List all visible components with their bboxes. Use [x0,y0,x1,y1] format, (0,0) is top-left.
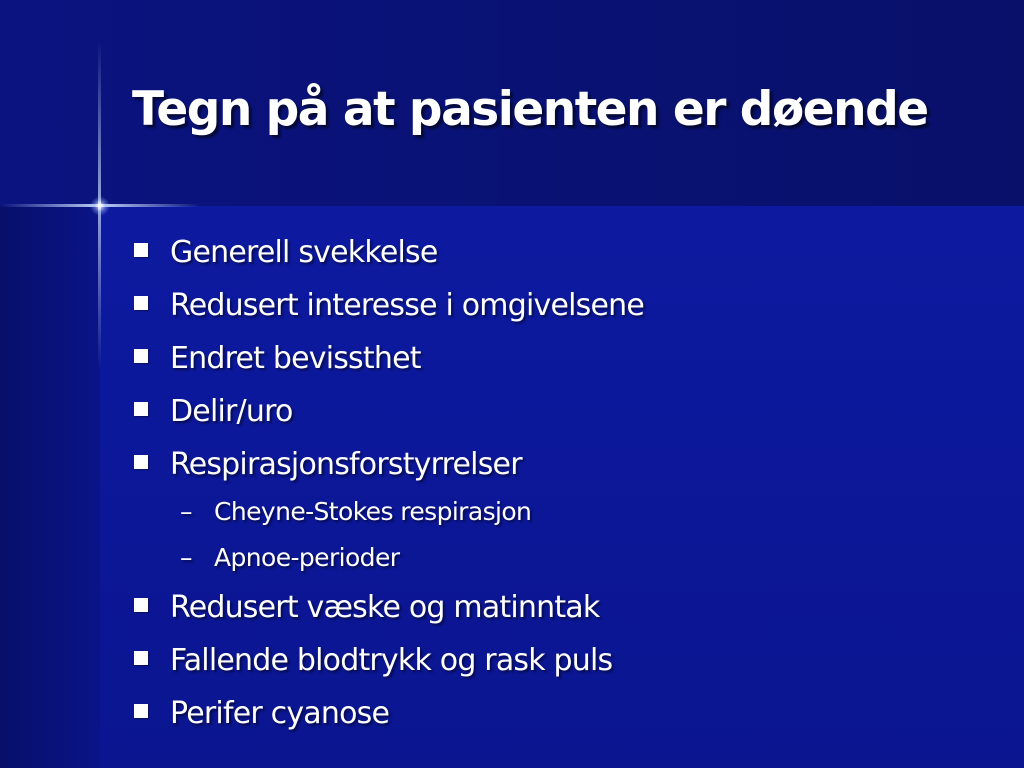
square-bullet-icon [134,402,148,416]
square-bullet-icon [134,243,148,257]
sub-bullet-item [132,535,1012,581]
dash-bullet-icon: – [180,543,192,572]
square-bullet-icon [134,598,148,612]
slide-title: Tegn på at pasienten er døende [132,82,928,137]
square-bullet-icon [134,704,148,718]
sub-bullet-item [132,489,1012,535]
bullet-item [132,279,1012,332]
bullet-item [132,634,1012,687]
bullet-text: Redusert væske og matinntak [170,590,600,625]
bullet-list [132,226,1012,740]
square-bullet-icon [134,296,148,310]
bullet-item [132,332,1012,385]
dash-bullet-icon: – [180,497,192,526]
sub-bullet-text: Cheyne-Stokes respirasjon [214,497,532,526]
bullet-text: Respirasjonsforstyrrelser [170,447,522,482]
bullet-text: Fallende blodtrykk og rask puls [170,643,613,678]
bullet-text: Perifer cyanose [170,696,390,731]
bullet-text: Delir/uro [170,394,293,429]
bullet-text: Redusert interesse i omgivelsene [170,288,645,323]
bullet-item [132,581,1012,634]
bullet-item [132,226,1012,279]
bullet-item [132,687,1012,740]
square-bullet-icon [134,455,148,469]
sparkle-glow-icon [90,196,110,216]
square-bullet-icon [134,651,148,665]
square-bullet-icon [134,349,148,363]
bullet-item [132,438,1012,491]
bullet-text: Generell svekkelse [170,235,438,270]
bullet-text: Endret bevissthet [170,341,421,376]
sub-bullet-text: Apnoe-perioder [214,543,400,572]
bullet-item [132,385,1012,438]
